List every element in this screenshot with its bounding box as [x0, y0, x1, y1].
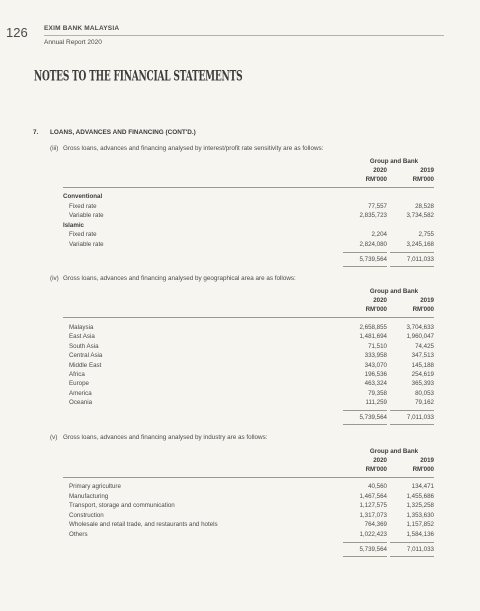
value-2019: 254,619 — [411, 371, 434, 378]
row-label: Primary agriculture — [69, 483, 121, 490]
value-2020: 2,658,855 — [359, 324, 387, 331]
value-2020: 2,835,723 — [359, 212, 387, 220]
value-2020: 1,022,423 — [359, 531, 387, 538]
value-2020: 1,467,564 — [359, 492, 387, 500]
table-group-heading — [63, 222, 434, 231]
total-row — [63, 414, 434, 423]
row-label: Conventional — [63, 193, 103, 200]
total-bottom-rule — [343, 266, 387, 267]
row-label: Fixed rate — [69, 202, 97, 210]
page-number: 126 — [6, 25, 28, 40]
total-2019: 7,011,033 — [406, 545, 434, 553]
table-row — [63, 399, 434, 408]
table-group-heading — [63, 193, 434, 202]
row-label: Wholesale and retail trade, and restaurants and hotels — [69, 521, 218, 529]
report-name: Annual Report 2020 — [44, 39, 102, 46]
value-2019: 74,425 — [415, 342, 434, 350]
row-label: South Asia — [69, 342, 99, 350]
caption-iv — [50, 275, 296, 282]
value-2019: 80,053 — [415, 389, 434, 397]
total-2019: 7,011,033 — [406, 413, 434, 421]
value-2019: 3,704,633 — [406, 324, 434, 331]
col-header-currency-2019: RM'000 — [412, 306, 434, 313]
row-label: Islamic — [63, 221, 84, 229]
value-2020: 463,324 — [364, 380, 387, 388]
row-label: Others — [69, 531, 88, 538]
row-label: Europe — [69, 380, 89, 388]
value-2019: 1,353,630 — [406, 511, 434, 519]
col-header-group: Group and Bank — [369, 158, 419, 165]
value-2020: 343,070 — [364, 361, 387, 369]
value-2019: 1,455,686 — [406, 492, 434, 500]
value-2019: 1,584,136 — [406, 531, 434, 538]
table-row — [63, 512, 434, 521]
table-row — [63, 493, 434, 502]
row-label: Central Asia — [69, 352, 103, 360]
col-header-year-2019: 2019 — [420, 167, 434, 174]
value-2020: 1,127,575 — [359, 502, 387, 510]
table-row — [63, 371, 434, 380]
row-label: Middle East — [69, 361, 102, 369]
table-row — [63, 333, 434, 342]
bank-name: EXIM BANK MALAYSIA — [44, 25, 120, 32]
value-2020: 1,481,694 — [359, 333, 387, 341]
row-label: Africa — [69, 371, 85, 378]
value-2019: 134,471 — [411, 483, 434, 490]
row-label: Construction — [69, 511, 104, 519]
row-label: Variable rate — [69, 241, 104, 248]
value-2020: 77,557 — [368, 202, 387, 210]
total-top-rule — [390, 252, 434, 253]
row-label: America — [69, 389, 92, 397]
value-2020: 2,824,080 — [359, 241, 387, 248]
col-header-currency-2020: RM'000 — [365, 306, 387, 313]
table-row — [63, 531, 434, 540]
table-row — [63, 212, 434, 221]
value-2019: 3,734,582 — [406, 212, 434, 220]
header-divider — [63, 317, 434, 318]
col-header-currency-2019: RM'000 — [412, 466, 434, 473]
section-number: 7. — [33, 129, 39, 136]
table-row — [63, 380, 434, 389]
value-2020: 764,369 — [364, 521, 387, 529]
total-2020: 5,739,564 — [359, 545, 387, 553]
table-row — [63, 203, 434, 212]
row-label: East Asia — [69, 333, 95, 341]
table-row — [63, 343, 434, 352]
table-row — [63, 241, 434, 250]
total-2020: 5,739,564 — [359, 413, 387, 421]
caption-iii — [50, 145, 323, 152]
total-bottom-rule — [390, 556, 434, 557]
row-label: Variable rate — [69, 212, 104, 220]
header-divider — [63, 477, 434, 478]
value-2019: 1,960,047 — [406, 333, 434, 341]
value-2020: 196,536 — [364, 371, 387, 378]
roman-iii: (iii) — [50, 145, 59, 152]
value-2020: 40,560 — [368, 483, 387, 490]
caption-text: Gross loans, advances and financing analysed by industry are as follows: — [63, 434, 268, 441]
table-row — [63, 231, 434, 240]
caption-text: Gross loans, advances and financing analysed by interest/profit rate sensitivity are as follows: — [63, 145, 324, 152]
header-rule — [44, 35, 444, 36]
table-row — [63, 362, 434, 371]
value-2019: 347,513 — [411, 352, 434, 360]
total-bottom-rule — [343, 556, 387, 557]
table-row — [63, 324, 434, 333]
total-row — [63, 546, 434, 555]
total-top-rule — [343, 410, 387, 411]
value-2020: 111,259 — [365, 399, 387, 407]
total-bottom-rule — [390, 266, 434, 267]
total-bottom-rule — [343, 424, 387, 425]
roman-v: (v) — [50, 434, 58, 441]
col-header-group: Group and Bank — [369, 288, 419, 295]
notes-title: NOTES TO THE FINANCIAL STATEMENTS — [34, 70, 243, 85]
col-header-year-2020: 2020 — [373, 297, 387, 304]
total-2019: 7,011,033 — [406, 255, 434, 263]
row-label: Oceania — [69, 399, 93, 407]
value-2019: 28,528 — [415, 202, 434, 210]
col-header-currency-2019: RM'000 — [412, 176, 434, 183]
caption-v — [50, 434, 267, 441]
row-label: Malaysia — [69, 324, 94, 331]
total-2020: 5,739,564 — [359, 255, 387, 263]
table-row — [63, 521, 434, 530]
value-2019: 3,245,168 — [406, 241, 434, 248]
value-2020: 333,958 — [364, 352, 387, 360]
value-2020: 71,510 — [368, 342, 387, 350]
table-v — [63, 448, 434, 558]
header-divider — [63, 187, 434, 188]
total-top-rule — [390, 410, 434, 411]
table-row — [63, 352, 434, 361]
col-header-group: Group and Bank — [369, 448, 419, 455]
col-header-year-2020: 2020 — [373, 167, 387, 174]
value-2020: 1,317,073 — [359, 511, 387, 519]
col-header-year-2020: 2020 — [373, 457, 387, 464]
total-top-rule — [343, 252, 387, 253]
caption-text: Gross loans, advances and financing analysed by geographical area are as follows: — [63, 275, 296, 282]
row-label: Manufacturing — [69, 492, 109, 500]
roman-iv: (iv) — [50, 275, 59, 282]
row-label: Fixed rate — [69, 231, 97, 239]
total-row — [63, 256, 434, 265]
value-2019: 365,393 — [411, 380, 434, 388]
table-row — [63, 390, 434, 399]
row-label: Transport, storage and communication — [69, 502, 175, 510]
table-iii — [63, 158, 434, 268]
section-title: LOANS, ADVANCES AND FINANCING (CONT'D.) — [50, 129, 196, 136]
value-2020: 79,358 — [368, 389, 387, 397]
table-row — [63, 483, 434, 492]
total-top-rule — [343, 542, 387, 543]
col-header-currency-2020: RM'000 — [365, 176, 387, 183]
value-2019: 145,188 — [411, 361, 434, 369]
table-iv — [63, 288, 434, 428]
col-header-year-2019: 2019 — [420, 457, 434, 464]
value-2019: 2,755 — [418, 231, 434, 239]
col-header-currency-2020: RM'000 — [365, 466, 387, 473]
value-2019: 1,325,258 — [406, 502, 434, 510]
col-header-year-2019: 2019 — [420, 297, 434, 304]
total-top-rule — [390, 542, 434, 543]
value-2020: 2,204 — [371, 231, 387, 239]
total-bottom-rule — [390, 424, 434, 425]
value-2019: 79,162 — [415, 399, 434, 407]
table-row — [63, 502, 434, 511]
value-2019: 1,157,852 — [406, 521, 434, 529]
